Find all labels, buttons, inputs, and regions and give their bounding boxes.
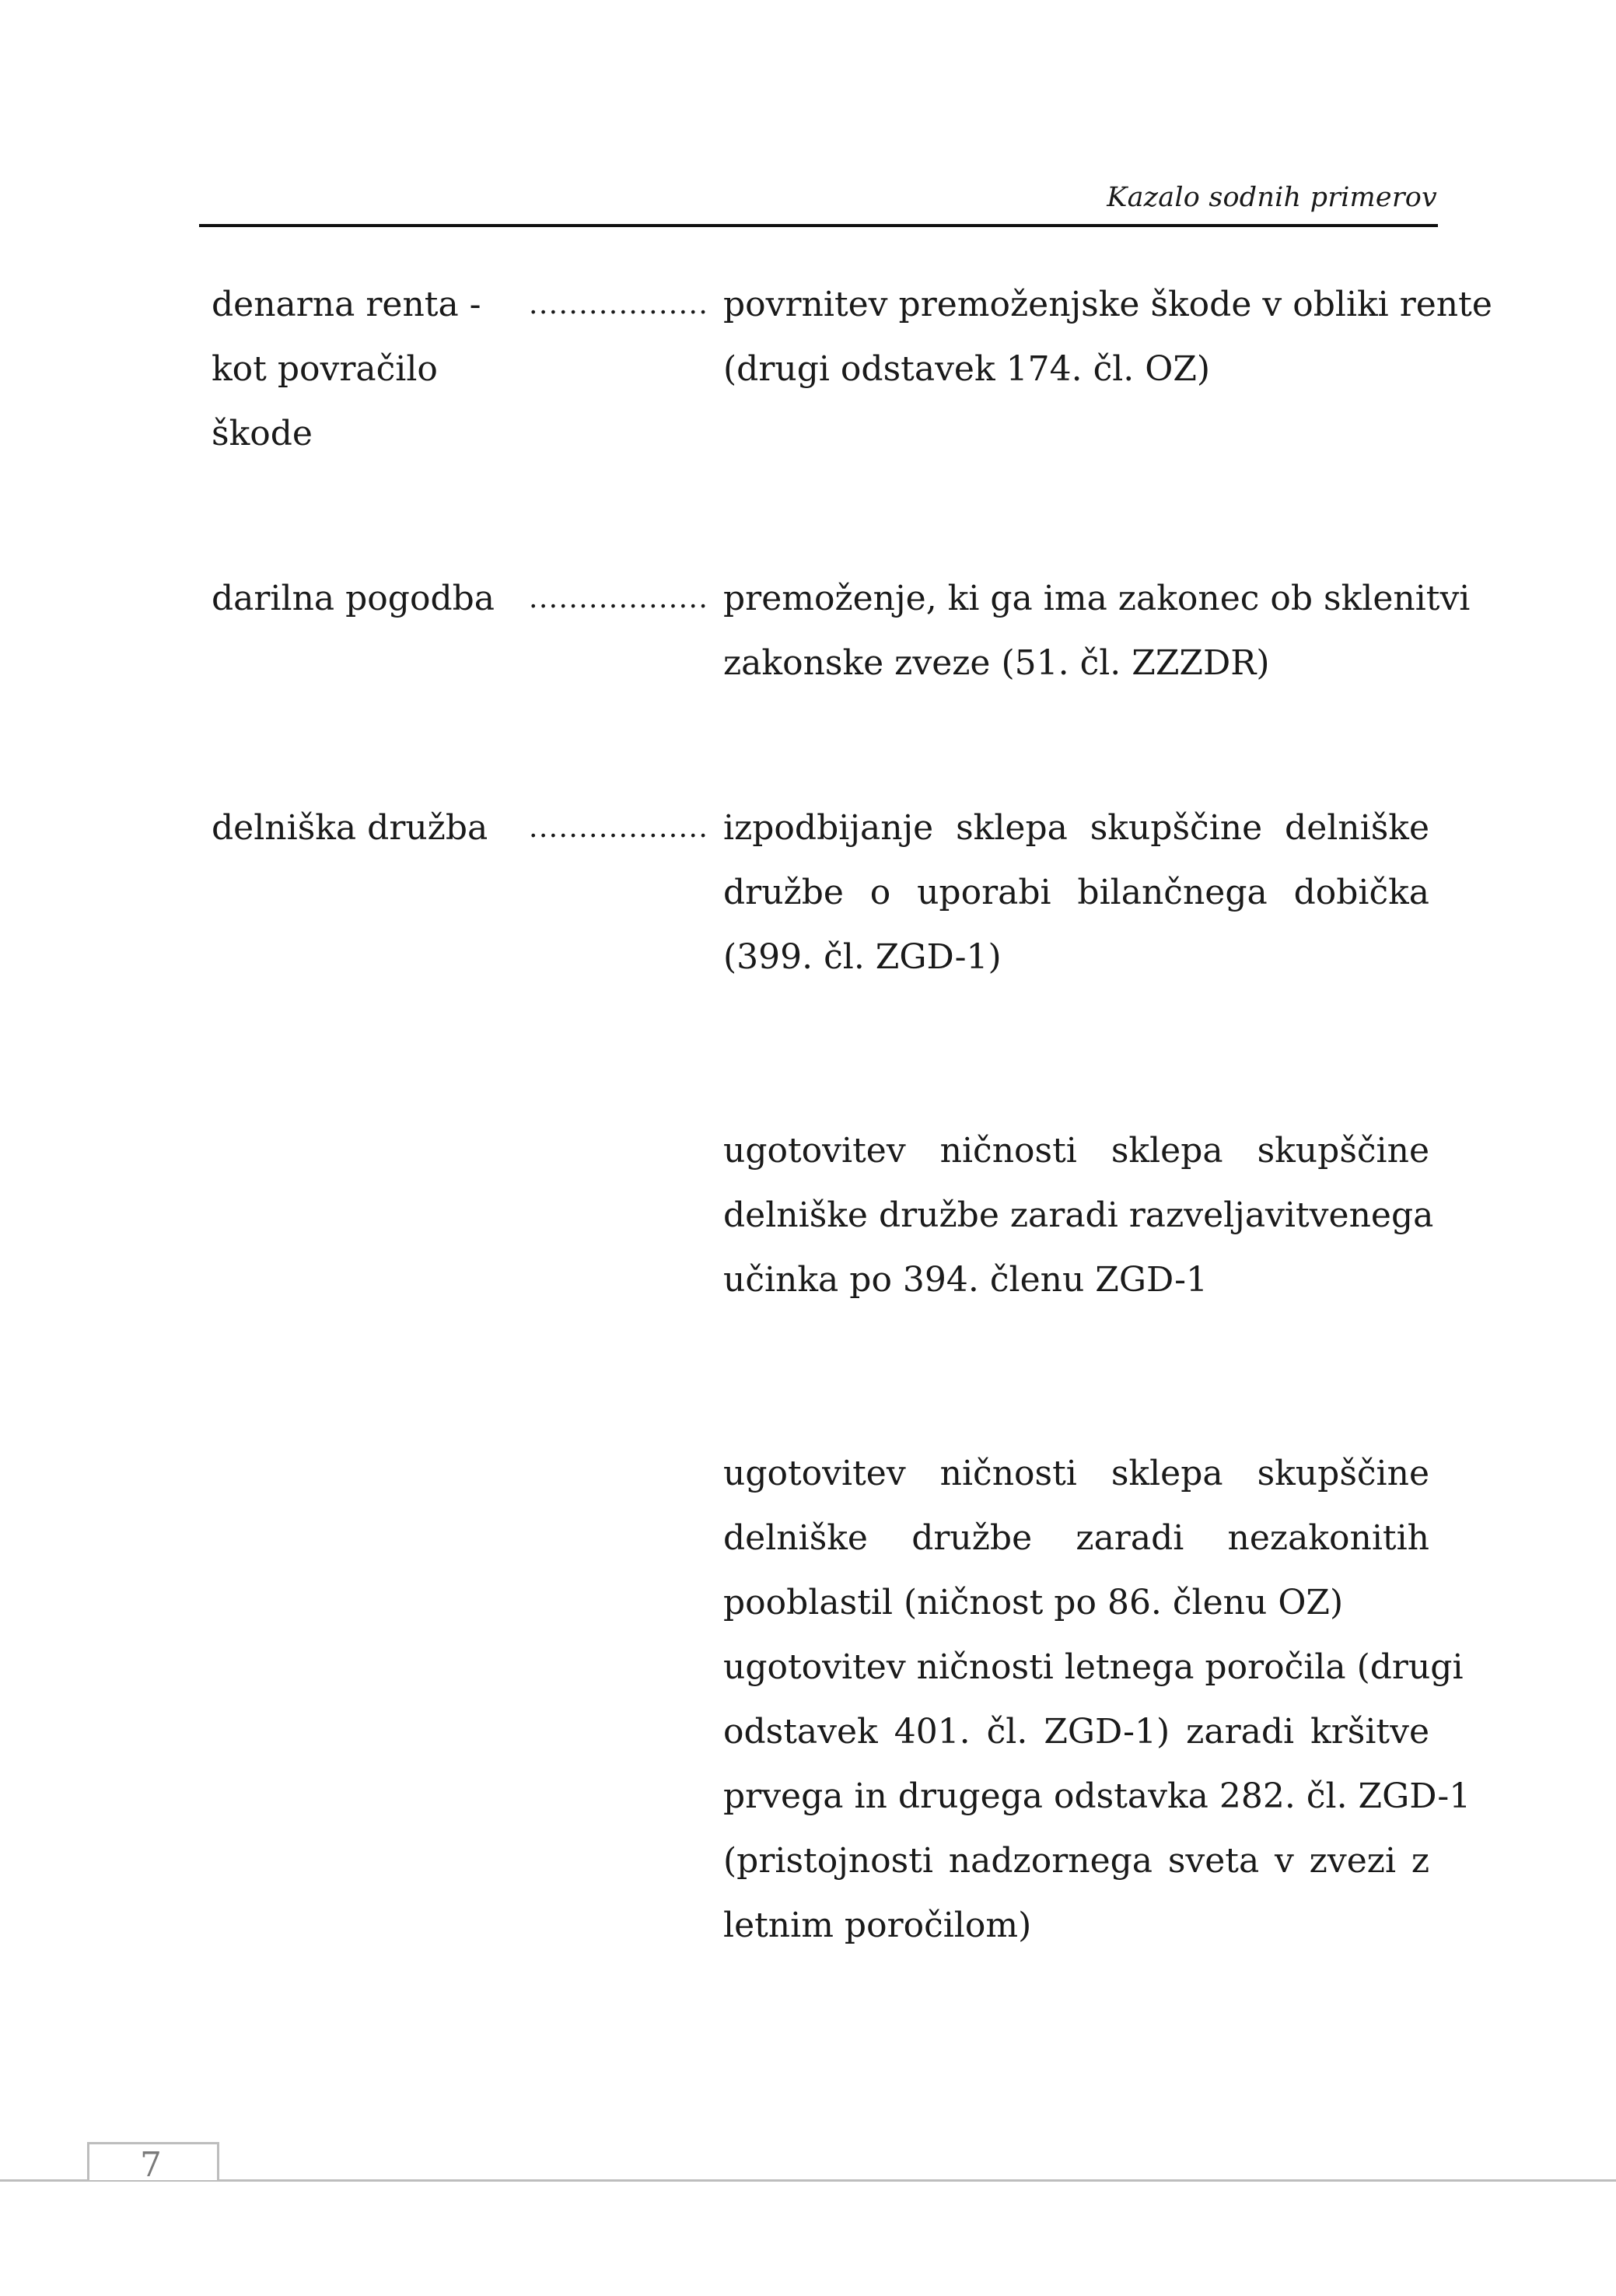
running-head: Kazalo sodnih primerov <box>1107 182 1437 213</box>
dot-leader: .................. <box>529 812 709 844</box>
paragraph-gap <box>723 1312 1429 1441</box>
reference-line: povrnitev premoženjske škode v obliki rente <box>723 285 1492 324</box>
index-term <box>212 796 507 860</box>
dot-leader: .................. <box>529 289 709 320</box>
term-line: škode <box>212 414 313 453</box>
reference-line: prvega in drugega odstavka 282. čl. ZGD-1 <box>723 1776 1471 1816</box>
reference-line: premoženje, ki ga ima zakonec ob sklenitvi <box>723 579 1471 618</box>
reference-line: (drugi odstavek 174. čl. OZ) <box>723 349 1211 389</box>
index-term <box>212 566 507 631</box>
dot-leader: .................. <box>529 583 709 614</box>
reference-line: odstavek 401. čl. ZGD-1) zaradi kršitve <box>723 1712 1429 1752</box>
reference-line: delniške družbe zaradi razveljavitvenega <box>723 1195 1434 1235</box>
reference-line: (pristojnosti nadzornega sveta v zvezi z <box>723 1841 1429 1881</box>
reference-line: zakonske zveze (51. čl. ZZZDR) <box>723 643 1270 683</box>
reference-line: pooblastil (ničnost po 86. členu OZ) <box>723 1583 1344 1622</box>
reference-line: ugotovitev ničnosti letnega poročila (drugi <box>723 1647 1464 1687</box>
header-rule <box>199 224 1438 227</box>
reference-line: ugotovitev ničnosti sklepa skupščine <box>723 1131 1429 1171</box>
reference-line: delniške družbe zaradi nezakonitih <box>723 1518 1429 1558</box>
index-references <box>723 272 1492 401</box>
index-references <box>723 566 1471 695</box>
index-references <box>723 796 1471 1958</box>
reference-line: (399. čl. ZGD-1) <box>723 937 1002 977</box>
footer-rule <box>0 2179 1616 2182</box>
reference-line: izpodbijanje sklepa skupščine delniške <box>723 808 1429 848</box>
reference-line: letnim poročilom) <box>723 1906 1032 1945</box>
page-number: 7 <box>140 2145 162 2185</box>
reference-line: ugotovitev ničnosti sklepa skupščine <box>723 1454 1429 1493</box>
term-line: delniška družba <box>212 808 488 848</box>
reference-line: učinka po 394. členu ZGD-1 <box>723 1260 1208 1300</box>
reference-line: družbe o uporabi bilančnega dobička <box>723 873 1429 912</box>
term-line: kot povračilo <box>212 349 438 389</box>
paragraph-gap <box>723 989 1429 1118</box>
term-line: darilna pogodba <box>212 579 495 618</box>
term-line: denarna renta - <box>212 285 481 324</box>
index-term <box>212 272 507 466</box>
